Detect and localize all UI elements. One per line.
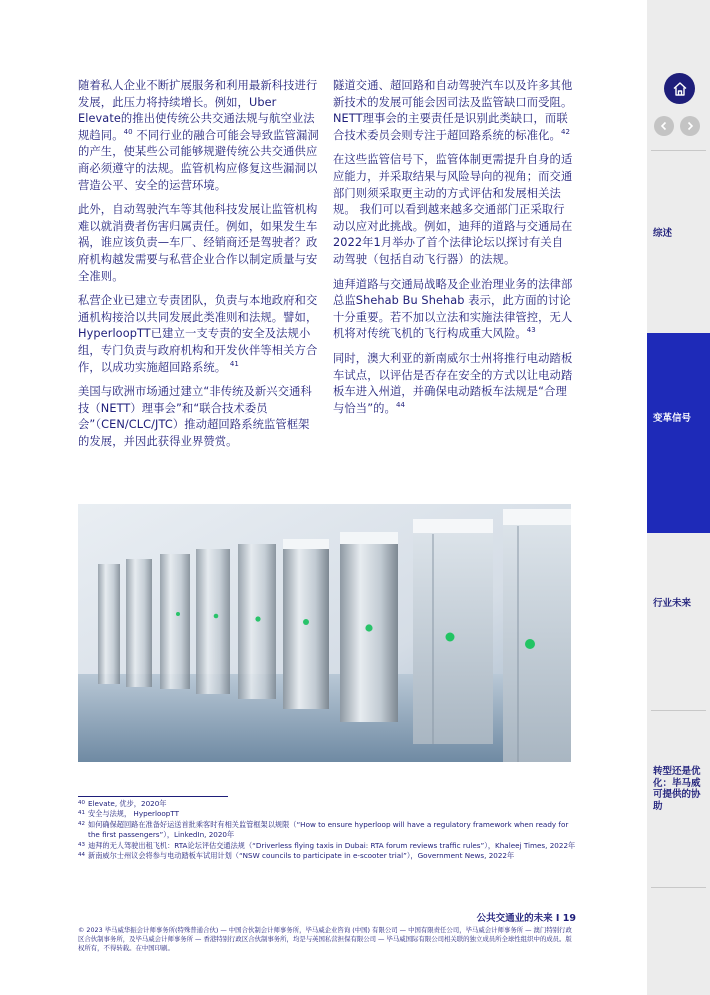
- sidebar-item-change-signals[interactable]: [647, 333, 710, 533]
- footnote-item: 43 迪拜的无人驾驶出租飞机：RTA论坛评估交通法规（“Driverless flying taxis in Dubai: RTA forum reviews traffic rules”），Khaleej Times, 2022年: [78, 840, 576, 850]
- footnote-ref[interactable]: 43: [526, 326, 536, 335]
- right-text-column: [333, 78, 573, 425]
- footnote-item: 42 如何确保超回路在准备好运送首批乘客时有相关监管框架以规限（“How to ensure hyperloop will have a regulatory framework when ready for the first passengers”），LinkedIn, 2020年: [78, 819, 569, 840]
- footnotes: [78, 799, 578, 861]
- footnote-item: 44 新南威尔士州议会将参与电动踏板车试用计划（“NSW councils to participate in e-scooter trial”），Government News, 2022年: [78, 851, 515, 861]
- sidebar-item-overview[interactable]: [647, 151, 710, 333]
- chevron-right-icon: [685, 121, 695, 131]
- body-paragraph: 美国与欧洲市场通过建立“非传统及新兴交通科技（NETT）理事会”和“联合技术委员会”（CEN/CLC/JTC）推动超回路系统监管框架的发展，并因此获得业界赞赏。: [78, 385, 312, 448]
- sidebar-item-label: 综述: [653, 228, 673, 239]
- sidebar-item-kpmg-assistance[interactable]: [647, 711, 710, 887]
- body-paragraph: 同时，澳大利亚的新南威尔士州将推行电动踏板车试点，以评估是否存在安全的方式以让电动踏板车进入州道，并确保电动踏板车法规是“合理与恰当”的。$^{44}$: [333, 351, 573, 415]
- footnote-item: 40 Elevate, 优步，2020年: [78, 799, 167, 808]
- sidebar-item-label: 变革信号: [653, 413, 692, 424]
- footnote-divider: [78, 796, 228, 797]
- left-text-column: [78, 78, 320, 458]
- body-paragraph: 隧道交通、超回路和自动驾驶汽车以及许多其他新技术的发展可能会因司法及监管缺口而受阻。NETT理事会的主要责任是识别此类缺口，而联合技术委员会则专注于超回路系统的标准化。$^{42}$: [333, 79, 573, 142]
- sidebar-item-label: 转型还是优化：毕马威可提供的协助: [653, 766, 701, 812]
- sidebar-item-label: 行业未来: [653, 598, 692, 609]
- footnote-ref[interactable]: 40: [123, 128, 133, 137]
- footnote-ref[interactable]: 44: [395, 400, 406, 409]
- home-icon: [671, 80, 689, 98]
- prev-page-button[interactable]: [654, 116, 674, 136]
- chevron-left-icon: [659, 121, 669, 131]
- sidebar-divider: [651, 887, 706, 888]
- home-button[interactable]: [664, 73, 695, 104]
- ticket-gates-photo: [78, 504, 571, 762]
- page-label: 公共交通业的未来 I 19: [476, 913, 576, 924]
- next-page-button[interactable]: [680, 116, 700, 136]
- copyright-notice: © 2023 毕马威华振会计师事务所(特殊普通合伙) — 中国合伙制会计师事务所，毕马威企业咨询 (中国) 有限公司 — 中国有限责任公司，毕马威会计师事务所 — 澳门特别行政区合伙制事务所，及毕马威会计师事务所 — 香港特别行政区合伙制事务所，均是与英国私营担保有限公司 — 毕马威国际有限公司相关联的独立成员所全球性组织中的成员。版权所有，不得转载。在中国印刷。: [78, 926, 572, 953]
- body-paragraph: 随着私人企业不断扩展服务和利用最新科技进行发展，此压力将持续增长。例如，Uber Elevate的推出使传统公共交通法规与航空业法规趋同。$^{40}$ 不同行业的融合可能会导致监管漏洞的产生，使某些公司能够规避传统公共交通供应商必须遵守的法规。监管机构应修复这些漏洞以营造公平、安全的运营环境。: [78, 79, 319, 192]
- footnote-ref[interactable]: 41: [229, 359, 239, 368]
- body-paragraph: 此外，自动驾驶汽车等其他科技发展让监管机构难以就消费者伤害归属责任。例如，如果发生车祸，谁应该负责—车厂、经销商还是驾驶者？政府机构越发需要与私营企业合作以制定质量与安全准则。: [78, 203, 318, 283]
- footnote-item: 41 安全与法规， HyperloopTT: [78, 809, 180, 819]
- body-paragraph: 在这些监管信号下，监管体制更需提升自身的适应能力，并采取结果与风险导向的视角；而交通部门则须采取更主动的方式评估和发展相关法规。 我们可以看到越来越多交通部门正采取行动以应对此挑战。例如，迪拜的道路与交通局在2022年1月举办了首个法律论坛以探讨有关自动驾驶（包括自动飞行器）的法规。: [333, 153, 573, 266]
- footnote-ref[interactable]: 42: [560, 128, 571, 137]
- sidebar-item-industry-future[interactable]: [647, 533, 710, 710]
- body-paragraph: 迪拜道路与交通局战略及企业治理业务的法律部总监Shehab Bu Shehab 表示，此方面的讨论十分重要。若不加以立法和实施法律管控，无人机将对传统飞机的飞行构成重大风险。$^{43}$: [333, 277, 573, 341]
- body-paragraph: 私营企业已建立专责团队，负责与本地政府和交通机构接洽以共同发展此类准则和法规。譬如，HyperloopTT已建立一支专责的安全及法规小组，专门负责与政府机构和开发伙伴等相关方合作，以成功实施超回路系统。 $^{41}$: [78, 294, 318, 374]
